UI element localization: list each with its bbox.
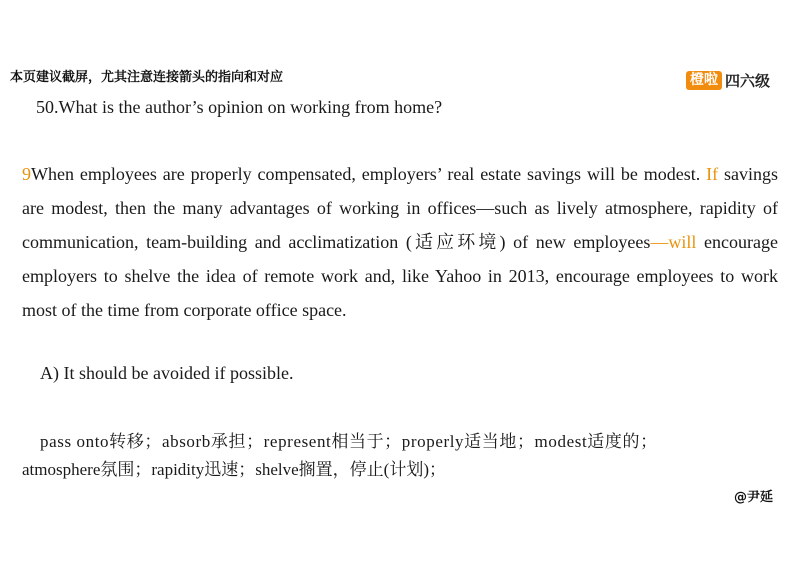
keyword-if: If — [706, 164, 719, 184]
author-signature: @尹延 — [734, 490, 774, 505]
vocabulary-notes — [22, 428, 778, 484]
vocab-line: atmosphere氛围；rapidity迅速；shelve搁置，停止(计划)； — [22, 460, 446, 479]
passage-sentence-1: When employees are properly compensated, employers’ real estate savings will be modest. — [31, 164, 707, 184]
question-text: 50.What is the author’s opinion on working from home? — [36, 97, 443, 117]
passage-sentence-3: encourage employers to shelve the idea of remote work and, like Yahoo in 2013, encourage employees to work most of the time from corporate office space. — [22, 232, 779, 320]
paragraph-number: 9 — [22, 164, 31, 184]
brand-badge: 橙啦 — [686, 71, 722, 90]
brand-text: 四六级 — [725, 71, 771, 90]
keyword-will: —will — [650, 232, 697, 252]
vocab-line: pass onto转移；absorb承担；represent相当于；properly适当地；modest适度的； — [40, 432, 658, 451]
brand-logo — [686, 70, 770, 90]
passage-sentence-2: savings are modest, then the many advantages of working in offices—such as lively atmosphere, rapidity of communication, team-building and acclimatization (适应环境) of new employees — [22, 164, 778, 252]
screenshot-tip: 本页建议截屏，尤其注意连接箭头的指向和对应 — [10, 70, 284, 85]
answer-option-a: A) It should be avoided if possible. — [40, 363, 294, 383]
passage-paragraph — [22, 157, 778, 327]
